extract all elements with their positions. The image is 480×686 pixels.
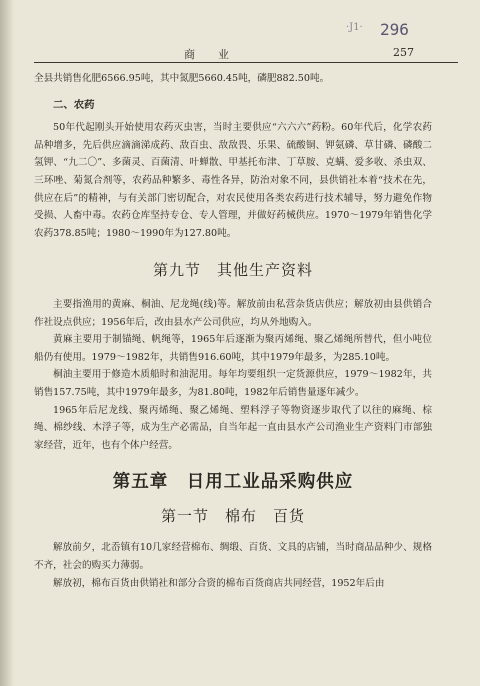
- paragraph-other-materials: 主要指渔用的黄麻、桐油、尼龙绳(线)等。解放前由私营杂货店供应；解放初由县供销合作社设点供应；1956年后，改由县水产公司供应，均从外地购入。: [34, 298, 432, 328]
- paragraph-1965: 1965年后尼龙线、聚丙烯绳、聚乙烯绳、塑料浮子等物资逐步取代了以往的麻绳、棕绳、棉纱线、木浮子等，成为生产必需品，自当年起一直由县水产公司渔业生产资料门市部独家经营，近年，也有个体户经营。: [34, 404, 432, 451]
- paragraph-post-liberation: 解放初，棉布百货由供销社和部分合资的棉布百货商店共同经营，1952年后由: [53, 577, 385, 589]
- paragraph-fertilizer: 全县共销售化肥6566.95吨，其中氮肥5660.45吨，磷肥882.50吨。: [34, 73, 330, 84]
- subheading-pesticide: 二、农药: [53, 98, 95, 111]
- header-rule: [34, 62, 458, 63]
- paragraph-jute: 黄麻主要用于制锚绳、帆绳等，1965年后逐渐为聚丙烯绳、聚乙烯绳所替代，但小吨位船仍有使用。1979～1982年，共销售916.60吨，其中1979年最多，为285.10吨。: [34, 334, 432, 363]
- paragraph-pre-liberation: 解放前夕，北岙镇有10几家经营棉布、绸缎、百货、文具的店铺，当时商品品种少、规格不齐，社会的购买力薄弱。: [34, 542, 432, 572]
- section-title-other-materials: 第九节 其他生产资料: [152, 261, 313, 280]
- paragraph-pesticide: 50年代起刚头开始使用农药灭虫害，当时主要供应“六六六”药粉。60年代后，化学农药品种增多，先后供应滴滴涕成药、敌百虫、敌敌畏、乐果、硫酸铜、钾氨磷、草甘磷、磷酸二氢钾、“九二〇”、多菌灵、百菌清、叶蝉散、甲基托布津、丁草胺、克螨、爱多收、杀虫双、三环唑、菊氮合剂等，农药品种繁多、毒性各异，防治对象不同，县供销社本着“技术在先，供应在后”的精神，与有关部门密切配合，对农民使用各类农药进行技术辅导，努力避免作物受损、人畜中毒。农药仓库坚持专仓、专人管理，并做好药械供应。1970～1979年销售化学农药378.85吨；1980～1990年为127.80吨。: [34, 122, 432, 239]
- binding-shadow: [0, 0, 14, 686]
- section-title-cloth-goods: 第一节 棉布 百货: [160, 506, 305, 525]
- paragraph-tung-oil: 桐油主要用于修造木质船时和油泥用。每年均要组织一定货源供应，1979～1982年，共销售157.75吨，其中1979年最多，为81.80吨，1982年后销售量逐年减少。: [34, 369, 432, 398]
- page-number: 257: [393, 46, 414, 59]
- handwritten-page-number: 296: [380, 20, 409, 39]
- running-header: [34, 44, 458, 62]
- handwritten-mark: ·J1·: [346, 22, 363, 33]
- chapter-title: 第五章 日用工业品采购供应: [112, 472, 354, 493]
- page-content: [34, 70, 432, 592]
- running-title: 商 业: [184, 48, 235, 61]
